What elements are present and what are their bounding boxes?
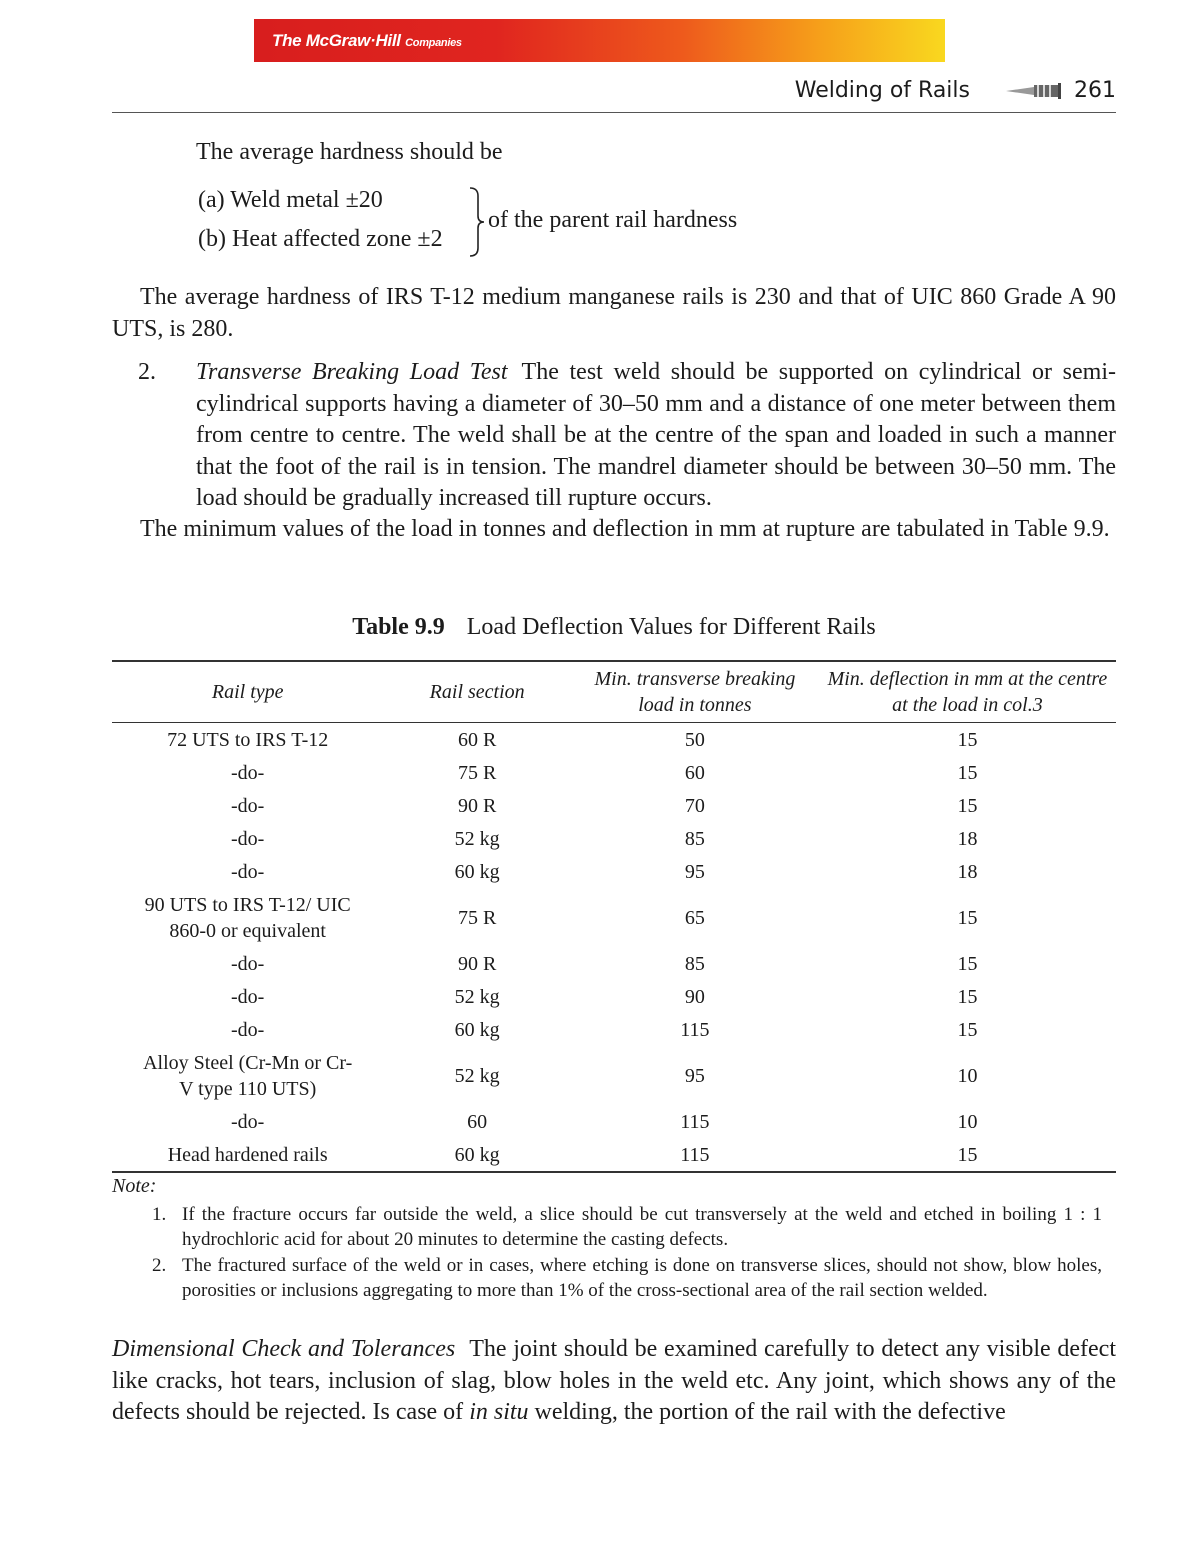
note-1-number: 1. [152,1204,167,1225]
cell-rail-type: -do- [231,1018,265,1041]
table-caption-title: Load Deflection Values for Different Rails [466,614,876,640]
cell-rail-type: Alloy Steel (Cr-Mn or Cr-V type 110 UTS) [143,1051,353,1100]
cell-rail-type: -do- [231,860,265,883]
cell-rail-type: 72 UTS to IRS T-12 [167,728,329,751]
cell-rail-type: Head hardened rails [112,1138,383,1172]
cell-rail-section: 60 kg [383,1138,571,1172]
cell-deflection: 15 [957,985,978,1008]
item2-heading: Transverse Breaking Load Test [196,359,508,385]
running-head [795,78,1116,103]
table-row [112,980,1116,1013]
cell-rail-type: -do- [231,952,265,975]
item2-body: The test weld should be supported on cylindrical or semi-cylindrical supports having a diameter of 30–50 mm and a distance of one meter between them from centre to centre. The weld shall be at the centre of the span and loaded in such a manner that the foot of the rail is in tension. The mandrel diameter should be between 30–50 mm. The load should be gradually increased till rupture occurs. [196,359,1116,512]
table-row [112,1046,1116,1105]
cell-rail-section: 90 R [458,952,497,975]
publisher-logo-small: Companies [405,37,462,49]
table-row [112,855,1116,888]
cell-rail-section: 52 kg [454,827,500,850]
cell-rail-type: -do- [231,985,265,1008]
cell-rail-type: 90 UTS to IRS T-12/ UIC 860-0 or equivalent [144,893,351,942]
publisher-logo [272,31,462,51]
dimensional-body-2: welding, the portion of the rail with the defective [528,1399,1006,1426]
cell-rail-type: -do- [231,827,265,850]
cell-deflection: 15 [957,952,978,975]
table-row [112,888,1116,947]
cell-breaking-load: 90 [684,985,705,1008]
cell-deflection: 15 [957,761,978,784]
cell-breaking-load: 50 [684,728,705,751]
cell-rail-section: 52 kg [454,1064,500,1087]
cell-deflection: 10 [957,1110,978,1133]
item-heat-affected-zone: (b) Heat affected zone ±2 [198,226,443,252]
cell-breaking-load: 115 [680,1018,710,1041]
cell-rail-section: 75 R [458,761,497,784]
cell-breaking-load: 60 [684,761,705,784]
chapter-title: Welding of Rails [794,78,970,103]
cell-rail-section: 60 kg [454,1018,500,1041]
note-label: Note: [112,1175,157,1197]
item-weld-metal: (a) Weld metal ±20 [198,187,383,213]
cell-rail-section: 75 R [458,906,497,929]
table-caption [0,614,1200,641]
dimensional-heading: Dimensional Check and Tolerances [112,1336,456,1362]
header-min-breaking-load: Min. transverse breaking load in tonnes [571,661,819,723]
table-row [112,1105,1116,1138]
header-rail-type: Rail type [112,661,383,723]
item2-number: 2. [138,359,156,385]
cell-breaking-load: 95 [684,1064,705,1087]
publisher-banner [254,19,945,62]
para-average-hardness: The average hardness of IRS T-12 medium manganese rails is 230 and that of UIC 860 Grade A 90 UTS, is 280. [112,284,1116,342]
cell-deflection: 15 [957,1018,978,1041]
publisher-logo-main: The McGraw·Hill [272,31,401,50]
table-row [112,1138,1116,1172]
item2-paragraph [196,357,1116,515]
brace-label: of the parent rail hardness [488,207,738,233]
note-2-text: The fractured surface of the weld or in cases, where etching is done on transverse slices, should not show, blow holes, porosities or inclusions aggregating to more than 1% of the cross-sectional area of the rail section welded. [182,1255,1102,1301]
para-dimensional-check [112,1334,1116,1429]
cell-deflection: 18 [957,860,978,883]
cell-rail-section: 60 [467,1110,488,1133]
table-caption-number: Table 9.9 [352,614,445,640]
table-row [112,723,1116,757]
note-1-text: If the fracture occurs far outside the weld, a slice should be cut transversely at the weld and etched in boiling 1 : 1 hydrochloric acid for about 20 minutes to determine the casting defects. [182,1204,1102,1250]
cell-breaking-load: 95 [684,860,705,883]
header-min-deflection: Min. deflection in mm at the centre at the load in col.3 [819,661,1116,723]
para-minimum-values: The minimum values of the load in tonnes and deflection in mm at rupture are tabulated in Table 9.9. [140,516,1110,542]
cell-deflection: 18 [957,827,978,850]
table-row [112,947,1116,980]
cell-breaking-load: 85 [684,827,705,850]
table-header-row [112,661,1116,723]
table-row [112,1013,1116,1046]
cell-rail-type: -do- [231,1110,265,1133]
cell-deflection: 15 [957,728,978,751]
load-deflection-table [112,660,1116,1173]
cell-rail-section: 60 kg [454,860,500,883]
hardness-lead: The average hardness should be [196,139,503,165]
table-row [112,756,1116,789]
cell-rail-section: 60 R [458,728,497,751]
cell-breaking-load: 70 [684,794,705,817]
right-brace [466,186,486,258]
cell-rail-type: -do- [231,794,265,817]
cell-breaking-load: 115 [571,1138,819,1172]
dimensional-body-italic: in situ [469,1399,529,1426]
cell-breaking-load: 65 [684,906,705,929]
cell-deflection: 15 [957,794,978,817]
header-rule [112,112,1116,113]
table-row [112,789,1116,822]
page-number: 261 [1074,78,1116,103]
cell-rail-section: 90 R [458,794,497,817]
cell-deflection: 15 [957,906,978,929]
header-rail-section: Rail section [383,661,571,723]
dimensional-body-1: The joint should be examined carefully to detect any visible defect like cracks, hot tears, inclusion of slag, blow holes in the weld etc. Any joint, which shows any of the defects should be rejected. Is case of [112,1336,1116,1426]
cell-breaking-load: 85 [684,952,705,975]
cell-deflection: 15 [819,1138,1116,1172]
rail-icon [1004,81,1062,101]
note-2-number: 2. [152,1255,167,1276]
cell-deflection: 10 [957,1064,978,1087]
table-row [112,822,1116,855]
cell-rail-section: 52 kg [454,985,500,1008]
cell-breaking-load: 115 [680,1110,710,1133]
cell-rail-type: -do- [231,761,265,784]
